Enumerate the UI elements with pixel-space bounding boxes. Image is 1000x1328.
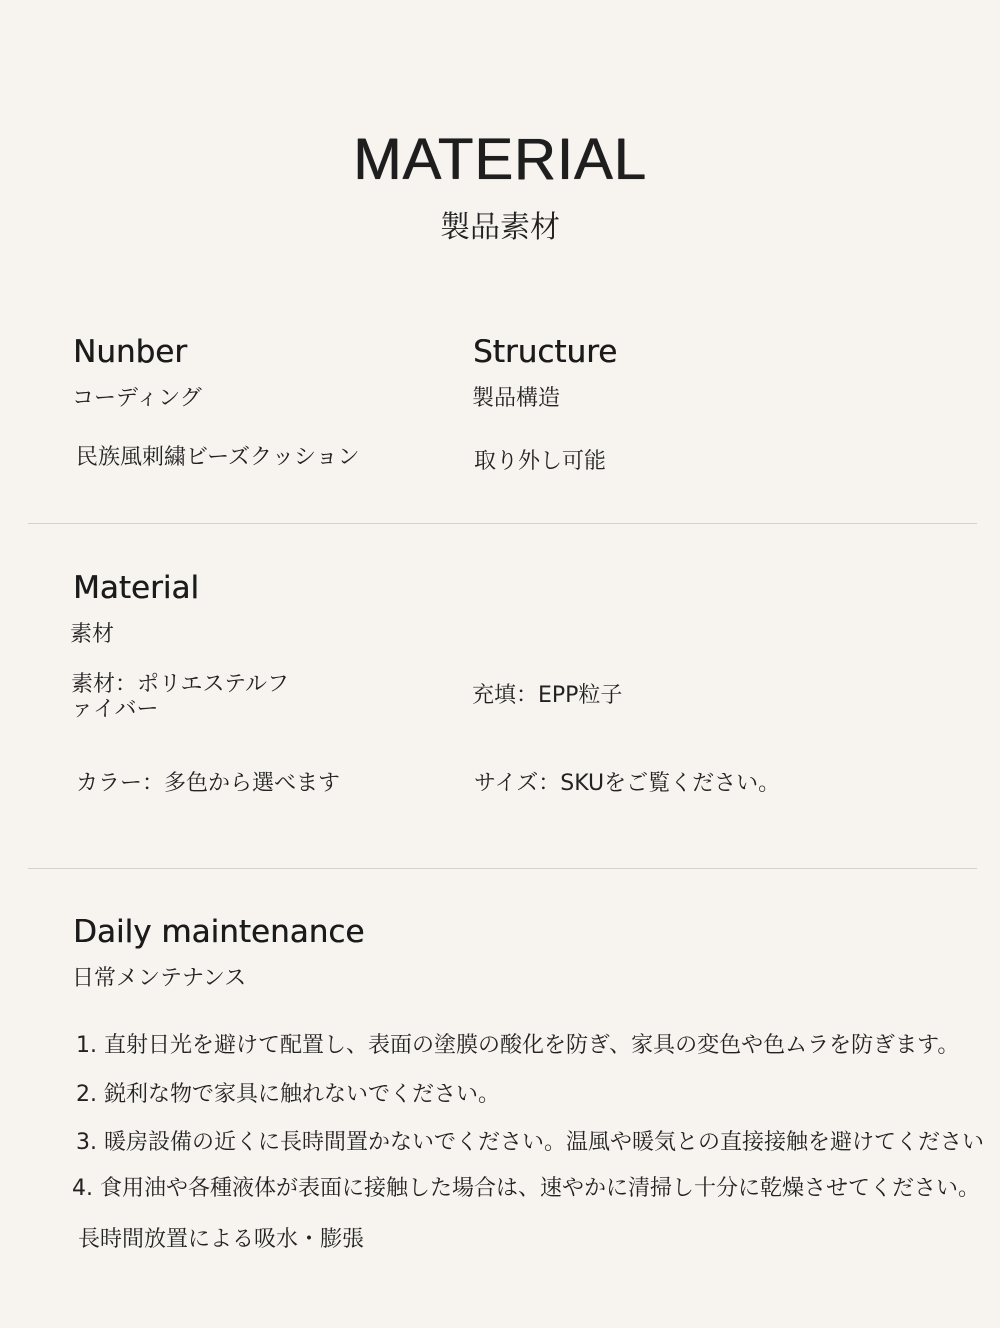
maintenance-subheading: 日常メンテナンス	[72, 966, 247, 991]
number-value: 民族風刺繍ビーズクッション	[76, 445, 360, 470]
structure-subheading: 製品構造	[472, 386, 561, 411]
maintenance-item: 4. 食用油や各種液体が表面に接触した場合は、速やかに清掃し十分に乾燥させてください。	[72, 1176, 980, 1201]
material-filling: 充填：EPP粒子	[472, 683, 623, 708]
structure-value: 取り外し可能	[474, 449, 607, 474]
maintenance-item: 3. 暖房設備の近くに長時間置かないでください。温風や暖気との直接接触を避けてください	[76, 1130, 984, 1155]
material-subheading: 素材	[70, 622, 115, 647]
divider	[28, 523, 977, 524]
material-size: サイズ：SKUをご覧ください。	[474, 771, 781, 796]
page-subtitle: 製品素材	[440, 210, 560, 245]
maintenance-heading: Daily maintenance	[73, 914, 365, 950]
material-heading: Material	[73, 570, 199, 606]
page-title: MATERIAL	[353, 127, 647, 192]
number-heading: Nunber	[73, 334, 187, 370]
number-subheading: コーディング	[72, 386, 202, 411]
structure-heading: Structure	[473, 334, 618, 370]
material-fabric: 素材：ポリエステルファイバー	[71, 672, 290, 722]
maintenance-item: 長時間放置による吸水・膨張	[78, 1227, 365, 1252]
maintenance-item: 1. 直射日光を避けて配置し、表面の塗膜の酸化を防ぎ、家具の変色や色ムラを防ぎます。	[76, 1033, 960, 1058]
divider	[28, 868, 977, 869]
material-color: カラー：多色から選べます	[76, 771, 341, 796]
maintenance-item: 2. 鋭利な物で家具に触れないでください。	[76, 1082, 500, 1107]
